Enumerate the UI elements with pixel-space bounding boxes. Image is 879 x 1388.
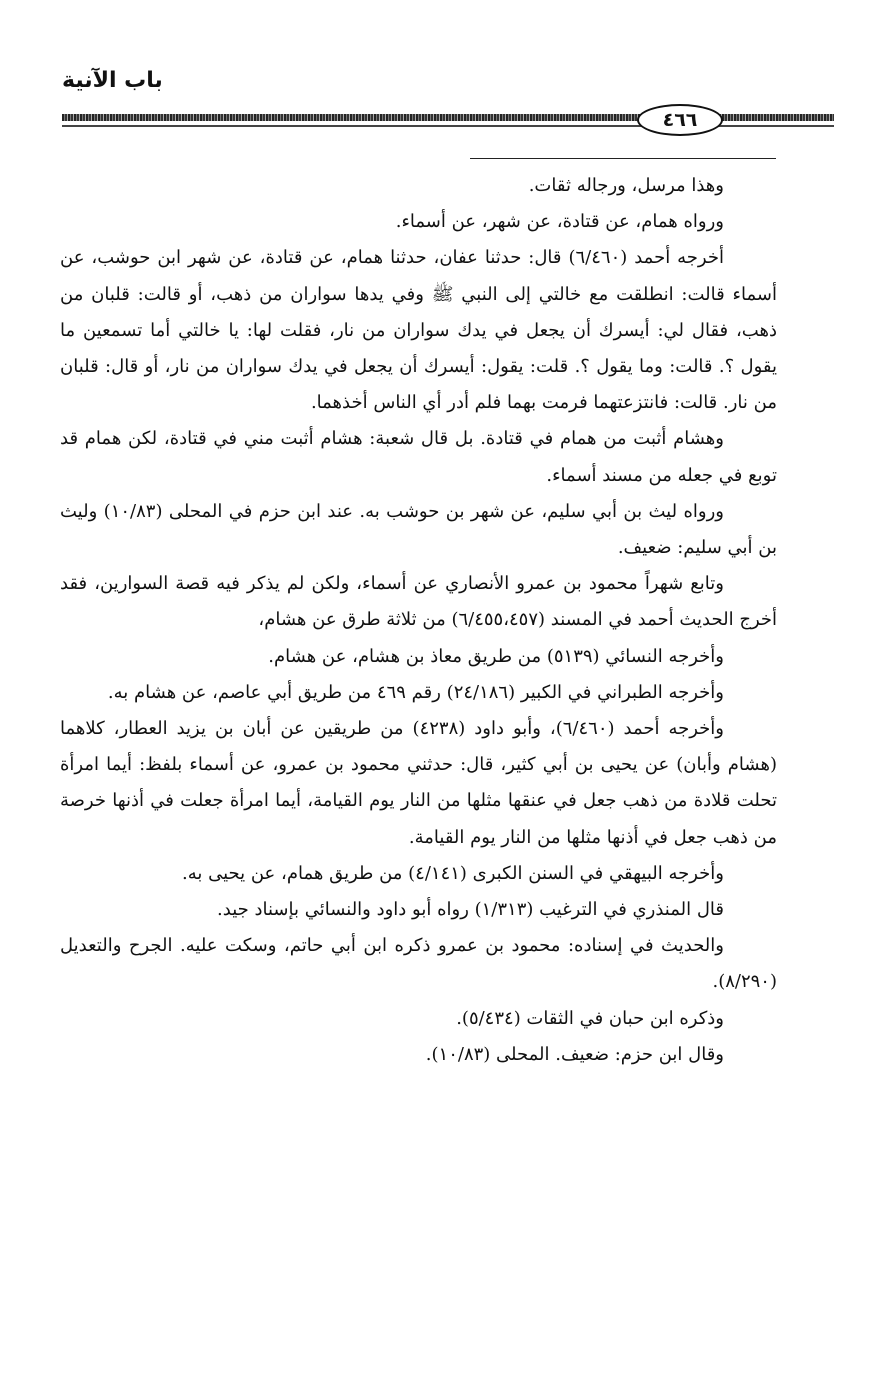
footnote-separator — [470, 158, 776, 159]
paragraph: وهذا مرسل، ورجاله ثقات. — [528, 175, 724, 196]
paragraph: وتابع شهراً محمود بن عمرو الأنصاري عن أسماء، ولكن لم يذكر فيه قصة السوارين، فقد أخرج الحديث أحمد في المسند (٦/٤٥٥،٤٥٧) من ثلاثة طرق عن هشام، — [60, 573, 777, 631]
paragraph: والحديث في إسناده: محمود بن عمرو ذكره ابن أبي حاتم، وسكت عليه. الجرح والتعديل (٨/٢٩٠). — [60, 935, 777, 993]
paragraph: وذكره ابن حبان في الثقات (٥/٤٣٤). — [456, 1007, 724, 1029]
page-header — [0, 0, 879, 135]
paragraph: أخرجه أحمد (٦/٤٦٠) قال: حدثنا عفان، حدثنا همام، عن قتادة، عن شهر ابن حوشب، عن أسماء قالت: انطلقت مع خالتي إلى النبي ﷺ وفي يدها سواران من ذهب، أو قالت: قلبان من ذهب، فقال لي: أيسرك أن يجعل في يدك سواران من نار، فقلت لها: يا خالتي أما تسمعين ما يقول ؟. قالت: وما يقول ؟. قلت: يقول: أيسرك أن يجعل في يدك سواران من نار، أو قال: قلبان من نار. قالت: فانتزعتهما فرمت بهما فلم أدر أي الناس أخذهما. — [60, 247, 777, 414]
paragraph: وأخرجه أحمد (٦/٤٦٠)، وأبو داود (٤٢٣٨) من طريقين عن أبان بن يزيد العطار، كلاهما (هشام وأبان) عن يحيى بن أبي كثير، قال: حدثني محمود بن عمرو، عن أسماء بلفظ: أيما امرأة تحلت قلادة من ذهب جعل في عنقها مثلها من النار يوم القيامة، أيما امرأة جعلت في أذنها خرصة من ذهب جعل في أذنها مثلها من النار يوم القيامة. — [60, 718, 777, 848]
paragraph: وقال ابن حزم: ضعيف. المحلى (١٠/٨٣). — [425, 1043, 724, 1065]
paragraph: وهشام أثبت من همام في قتادة. بل قال شعبة: هشام أثبت مني في قتادة، لكن همام قد توبع في جعله من مسند أسماء. — [60, 428, 777, 486]
paragraph: وأخرجه الطبراني في الكبير (٢٤/١٨٦) رقم ٤٦٩ من طريق أبي عاصم، عن هشام به. — [107, 681, 724, 703]
paragraph: قال المنذري في الترغيب (١/٣١٣) رواه أبو داود والنسائي بإسناد جيد. — [217, 899, 724, 921]
paragraph: ورواه همام، عن قتادة، عن شهر، عن أسماء. — [395, 211, 724, 233]
page-number: ٤٦٦ — [662, 109, 698, 131]
paragraph: وأخرجه النسائي (٥١٣٩) من طريق معاذ بن هشام، عن هشام. — [268, 645, 724, 667]
chapter-title: باب الآنية — [62, 68, 163, 93]
footnote-body — [60, 168, 777, 1073]
paragraph: وأخرجه البيهقي في السنن الكبرى (٤/١٤١) من طريق همام، عن يحيى به. — [181, 862, 724, 884]
paragraph: ورواه ليث بن أبي سليم، عن شهر بن حوشب به. عند ابن حزم في المحلى (١٠/٨٣) وليث بن أبي سليم: ضعيف. — [60, 500, 777, 559]
page-number-badge — [637, 104, 723, 136]
